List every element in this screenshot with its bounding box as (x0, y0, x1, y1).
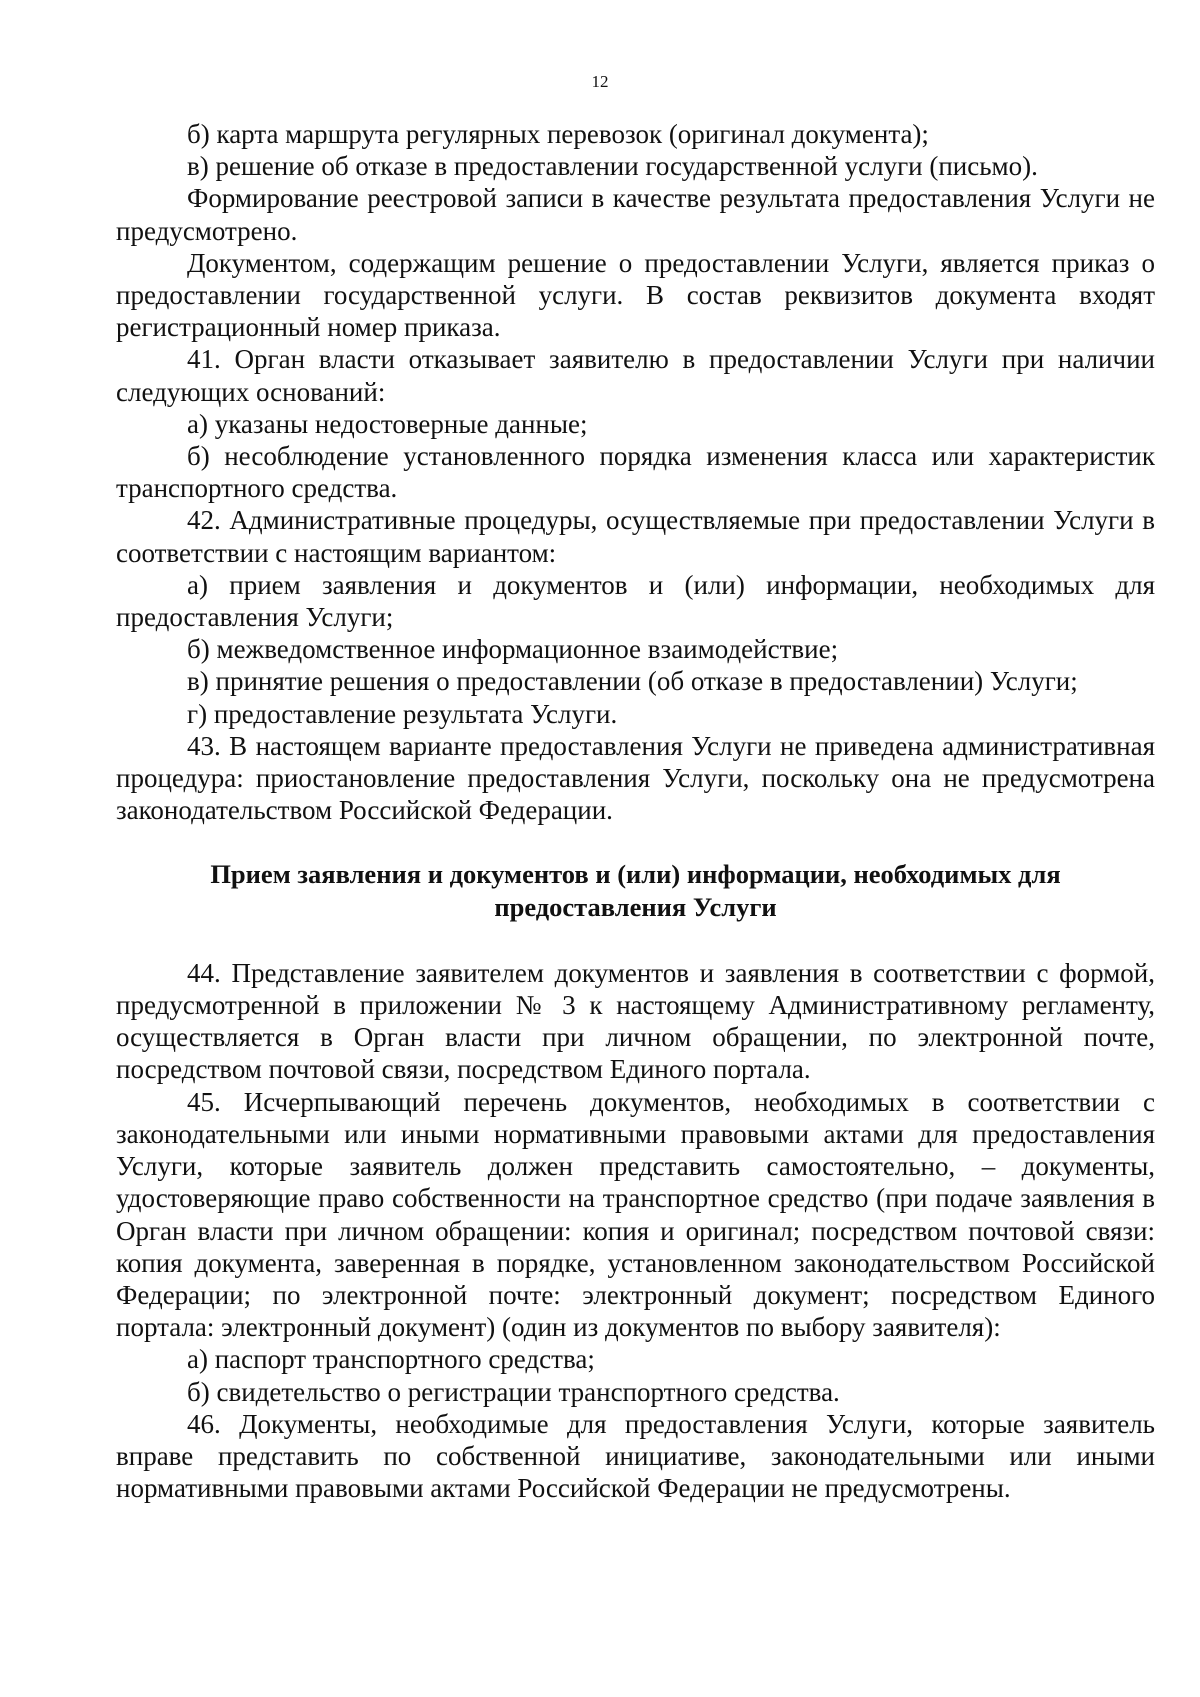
paragraph-item-b-route-map: б) карта маршрута регулярных перевозок (оригинал документа); (187, 119, 929, 149)
paragraph-45-b: б) свидетельство о регистрации транспортного средства. (187, 1376, 840, 1407)
paragraph-42-v: в) принятие решения о предоставлении (об отказе в предоставлении) Услуги; (187, 666, 1078, 697)
section-heading-line-1: Прием заявления и документов и (или) информации, необходимых для (210, 859, 1061, 890)
paragraph-42-g: г) предоставление результата Услуги. (187, 698, 618, 729)
paragraph-registry-record: Формирование реестровой записи в качестве результата предоставления Услуги не предусмотрено. (116, 183, 1155, 246)
paragraph-42-b: б) межведомственное информационное взаимодействие; (187, 634, 839, 665)
document-body (116, 118, 1155, 1504)
paragraph-42: 42. Административные процедуры, осуществляемые при предоставлении Услуги в соответствии с настоящим вариантом: (116, 505, 1155, 568)
paragraph-41-b: б) несоблюдение установленного порядка изменения класса или характеристик транспортного средства. (116, 441, 1155, 504)
page-number: 12 (591, 72, 609, 91)
paragraph-46: 46. Документы, необходимые для предоставления Услуги, которые заявитель вправе представить по собственной инициативе, законодательными или иными нормативными правовыми актами Российской Федерации не предусмотрены. (116, 1408, 1155, 1504)
paragraph-item-v-refusal-decision: в) решение об отказе в предоставлении государственной услуги (письмо). (187, 151, 1038, 182)
paragraph-41: 41. Орган власти отказывает заявителю в предоставлении Услуги при наличии следующих оснований: (116, 344, 1155, 407)
paragraph-decision-document: Документом, содержащим решение о предоставлении Услуги, является приказ о предоставлении государственной услуги. В состав реквизитов документа входят регистрационный номер приказа. (116, 247, 1155, 343)
section-heading-line-2: предоставления Услуги (494, 891, 777, 922)
paragraph-42-a: а) прием заявления и документов и (или) информации, необходимых для предоставления Услуги; (116, 569, 1155, 633)
paragraph-45: 45. Исчерпывающий перечень документов, необходимых в соответствии с законодательными или иными нормативными правовыми актами для предоставления Услуги, которые заявитель должен представить самостоятельно, – документы, удостоверяющие право собственности на транспортное средство (при подаче заявления в Орган власти при личном обращении: копия и оригинал; посредством почтовой связи: копия документа, заверенная в порядке, установленном законодательством Российской Федерации; по электронной почте: электронный документ; посредством Единого портала: электронный документ) (один из документов по выбору заявителя): (116, 1086, 1155, 1343)
paragraph-45-a: а) паспорт транспортного средства; (187, 1344, 595, 1375)
paragraph-44: 44. Представление заявителем документов и заявления в соответствии с формой, предусмотренной в приложении № 3 к настоящему Административному регламенту, осуществляется в Орган власти при личном обращении, по электронной почте, посредством почтовой связи, посредством Единого портала. (116, 957, 1155, 1085)
paragraph-43: 43. В настоящем варианте предоставления Услуги не приведена административная процедура: приостановление предоставления Услуги, поскольку она не предусмотрена законодательством Российской Федерации. (116, 730, 1155, 826)
section-heading (116, 858, 1155, 922)
paragraph-41-a: а) указаны недостоверные данные; (187, 408, 588, 439)
